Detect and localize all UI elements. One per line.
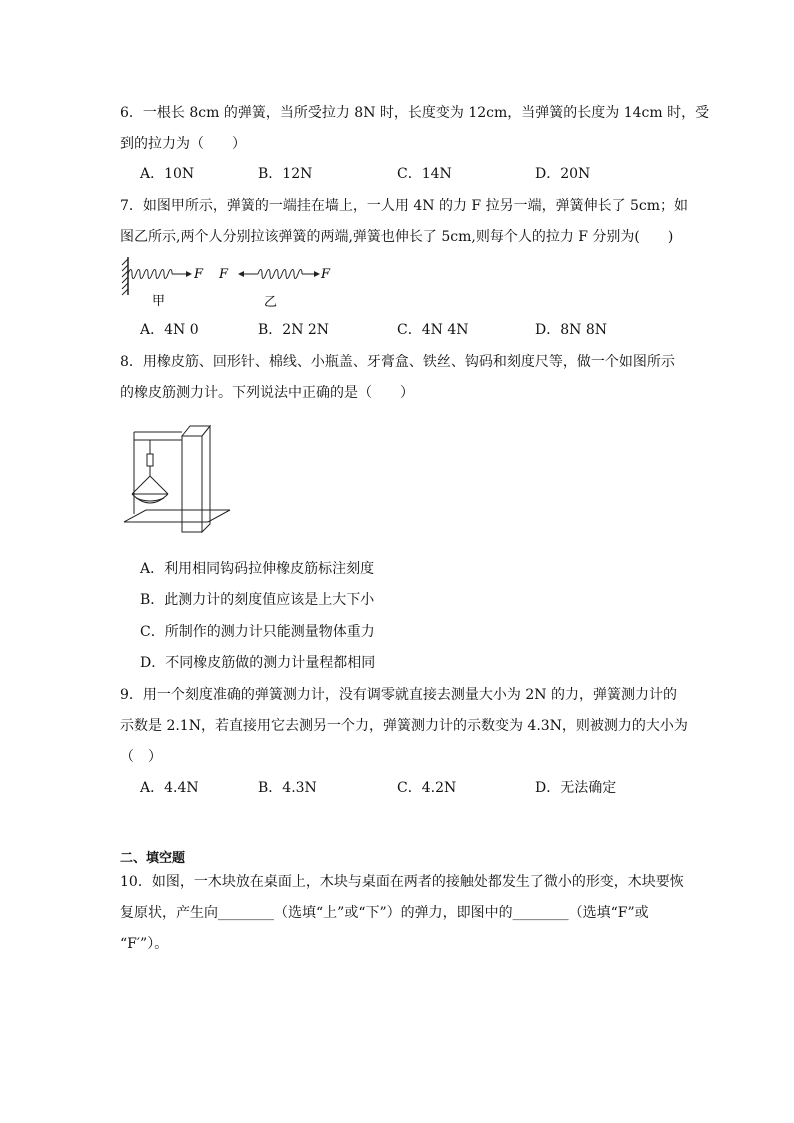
figure-b-left-force-label: F <box>219 267 229 282</box>
q7-option-b: B．2N 2N <box>258 322 330 338</box>
section-title-fill-in: 二、填空题 <box>120 851 186 866</box>
q9-stem-line1: 9．用一个刻度准确的弹簧测力计，没有调零就直接去测量大小为 2N 的力，弹簧测力计的 <box>120 687 677 703</box>
q9-option-d: D．无法确定 <box>535 780 617 796</box>
q7-options <box>140 320 700 340</box>
q9-stem-line3: （ ） <box>120 749 162 765</box>
q6-options <box>140 164 700 184</box>
q10-stem-line2: 复原状，产生向________（选填“上”或“下”）的弹力，即图中的________（选填“F”或 <box>120 905 649 921</box>
q7-spring-figure <box>118 255 348 313</box>
q9-option-c: C．4.2N <box>397 780 457 796</box>
q7-option-a: A．4N 0 <box>140 322 199 338</box>
q8-rubber-band-meter-figure <box>120 418 232 540</box>
q8-option-b: B．此测力计的刻度值应该是上大下小 <box>140 592 375 608</box>
figure-b-caption: 乙 <box>264 295 278 310</box>
q9-options <box>140 778 700 798</box>
q7-stem-line2: 图乙所示,两个人分别拉该弹簧的两端,弹簧也伸长了 5cm,则每个人的拉力 F 分别为( ) <box>120 229 674 245</box>
q7-option-d: D．8N 8N <box>535 322 607 338</box>
q6-stem-line1: 6．一根长 8cm 的弹簧，当所受拉力 8N 时，长度变为 12cm，当弹簧的长度为 14cm 时，受 <box>120 105 710 121</box>
q8-stem-line1: 8．用橡皮筋、回形针、棉线、小瓶盖、牙膏盒、铁丝、钩码和刻度尺等，做一个如图所示 <box>120 354 675 370</box>
q6-option-d: D．20N <box>535 166 591 182</box>
q6-option-b: B．12N <box>258 166 313 182</box>
q9-stem-line2: 示数是 2.1N，若直接用它去测另一个力，弹簧测力计的示数变为 4.3N，则被测力的大小为 <box>120 718 688 734</box>
q6-option-c: C．14N <box>397 166 452 182</box>
q8-stem-line2: 的橡皮筋测力计。下列说法中正确的是（ ） <box>120 385 414 401</box>
figure-a-spring <box>128 270 172 279</box>
q6-stem-line2: 到的拉力为（ ） <box>120 136 246 152</box>
q10-stem-line3: “F′”）。 <box>120 936 169 952</box>
figure-b-left-arrow <box>238 271 258 277</box>
figure-a-caption: 甲 <box>152 294 166 309</box>
q7-option-c: C．4N 4N <box>397 322 469 338</box>
q9-option-a: A．4.4N <box>140 780 199 796</box>
q8-option-a: A．利用相同钩码拉伸橡皮筋标注刻度 <box>140 561 375 577</box>
q7-stem-line1: 7．如图甲所示，弹簧的一端挂在墙上，一人用 4N 的力 F 拉另一端，弹簧伸长了 5cm；如 <box>120 198 689 214</box>
q6-option-a: A．10N <box>140 166 195 182</box>
figure-a-arrow <box>172 271 192 277</box>
q9-option-b: B．4.3N <box>258 780 317 796</box>
q8-option-c: C．所制作的测力计只能测量物体重力 <box>140 624 375 640</box>
q8-option-d: D．不同橡皮筋做的测力计量程都相同 <box>140 655 376 671</box>
q10-stem-line1: 10．如图，一木块放在桌面上，木块与桌面在两者的接触处都发生了微小的形变，木块要恢 <box>120 874 684 890</box>
figure-a-wall <box>122 257 128 295</box>
figure-b-right-force-label: F <box>321 267 331 282</box>
figure-a-force-label: F <box>194 267 204 282</box>
figure-b-right-arrow <box>302 271 320 277</box>
figure-b-spring <box>258 270 302 279</box>
